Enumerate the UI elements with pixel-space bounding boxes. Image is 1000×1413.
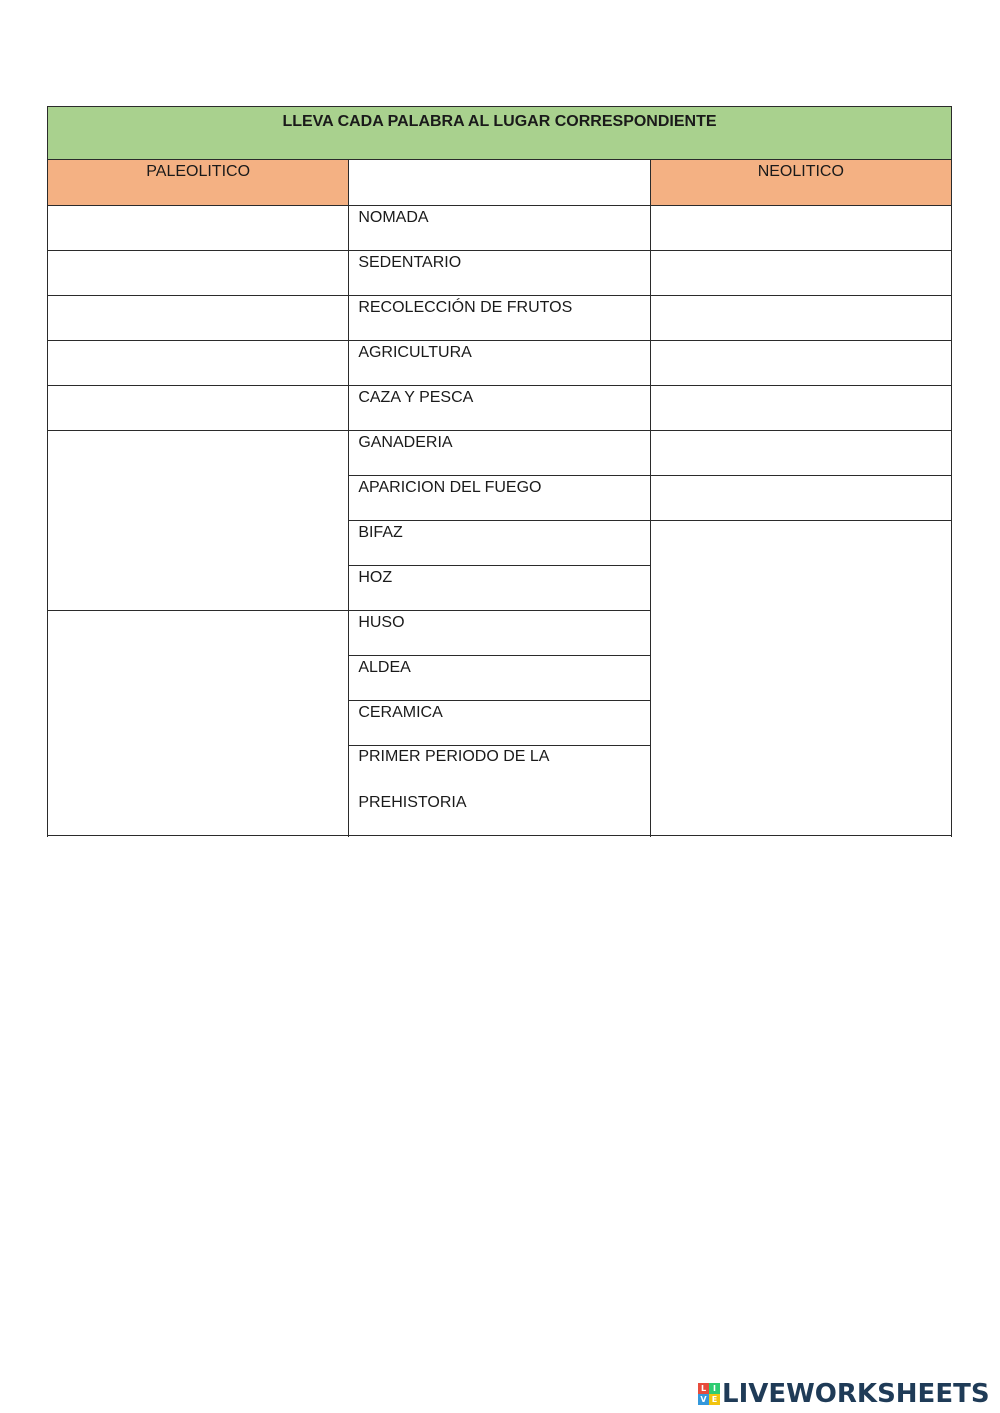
neolitico-drop-zone[interactable] bbox=[650, 251, 951, 296]
paleolitico-drop-zone[interactable] bbox=[48, 296, 349, 341]
word-cell-sedentario[interactable] bbox=[349, 251, 650, 296]
worksheet-title-cell bbox=[48, 107, 952, 160]
word-label: HUSO bbox=[358, 614, 405, 631]
logo-mark-tile: L bbox=[698, 1383, 709, 1394]
logo-mark-tile: E bbox=[709, 1394, 720, 1405]
neolitico-drop-zone[interactable] bbox=[650, 476, 951, 521]
neolitico-drop-zone[interactable] bbox=[650, 296, 951, 341]
word-label: AGRICULTURA bbox=[358, 344, 472, 361]
word-cell-nomada[interactable] bbox=[349, 206, 650, 251]
word-cell-aparicion-del-fuego[interactable] bbox=[349, 476, 650, 521]
word-cell-primer-periodo[interactable] bbox=[349, 746, 650, 836]
matching-table bbox=[47, 106, 952, 836]
neolitico-drop-zone[interactable] bbox=[650, 386, 951, 431]
word-label: APARICION DEL FUEGO bbox=[358, 479, 542, 496]
word-label: NOMADA bbox=[358, 209, 429, 226]
paleolitico-drop-zone[interactable] bbox=[48, 386, 349, 431]
paleolitico-drop-zone[interactable] bbox=[48, 341, 349, 386]
logo-mark-icon bbox=[698, 1383, 720, 1405]
paleolitico-drop-zone-large[interactable] bbox=[48, 431, 349, 611]
word-label: GANADERIA bbox=[358, 434, 453, 451]
neolitico-drop-zone-large[interactable] bbox=[650, 521, 951, 836]
word-cell-bifaz[interactable] bbox=[349, 521, 650, 566]
word-cell-aldea[interactable] bbox=[349, 656, 650, 701]
neolitico-drop-zone[interactable] bbox=[650, 341, 951, 386]
word-cell-recoleccion[interactable] bbox=[349, 296, 650, 341]
word-label-line1: PRIMER PERIODO DE LA bbox=[358, 748, 550, 765]
neolitico-header: NEOLITICO bbox=[757, 163, 844, 180]
words-header-cell bbox=[349, 160, 650, 206]
logo-mark-tile: I bbox=[709, 1383, 720, 1394]
word-cell-hoz[interactable] bbox=[349, 566, 650, 611]
paleolitico-header: PALEOLITICO bbox=[146, 163, 251, 180]
worksheet-title: LLEVA CADA PALABRA AL LUGAR CORRESPONDIENTE bbox=[282, 113, 717, 130]
word-label: HOZ bbox=[358, 569, 393, 586]
word-label-line2: PREHISTORIA bbox=[358, 794, 467, 811]
word-label: CERAMICA bbox=[358, 704, 443, 721]
neolitico-drop-zone[interactable] bbox=[650, 431, 951, 476]
word-label: BIFAZ bbox=[358, 524, 403, 541]
logo-mark-tile: V bbox=[698, 1394, 709, 1405]
liveworksheets-logo bbox=[698, 1379, 990, 1409]
word-label: RECOLECCIÓN DE FRUTOS bbox=[358, 299, 573, 316]
word-label: SEDENTARIO bbox=[358, 254, 462, 271]
paleolitico-drop-zone-large[interactable] bbox=[48, 611, 349, 836]
word-label: ALDEA bbox=[358, 659, 411, 676]
word-cell-huso[interactable] bbox=[349, 611, 650, 656]
neolitico-drop-zone[interactable] bbox=[650, 206, 951, 251]
logo-text: LIVEWORKSHEETS bbox=[722, 1379, 990, 1409]
word-cell-caza-y-pesca[interactable] bbox=[349, 386, 650, 431]
paleolitico-drop-zone[interactable] bbox=[48, 251, 349, 296]
neolitico-header-cell bbox=[650, 160, 951, 206]
word-cell-ganaderia[interactable] bbox=[349, 431, 650, 476]
paleolitico-header-cell bbox=[48, 160, 349, 206]
paleolitico-drop-zone[interactable] bbox=[48, 206, 349, 251]
word-label: CAZA Y PESCA bbox=[358, 389, 474, 406]
word-cell-agricultura[interactable] bbox=[349, 341, 650, 386]
